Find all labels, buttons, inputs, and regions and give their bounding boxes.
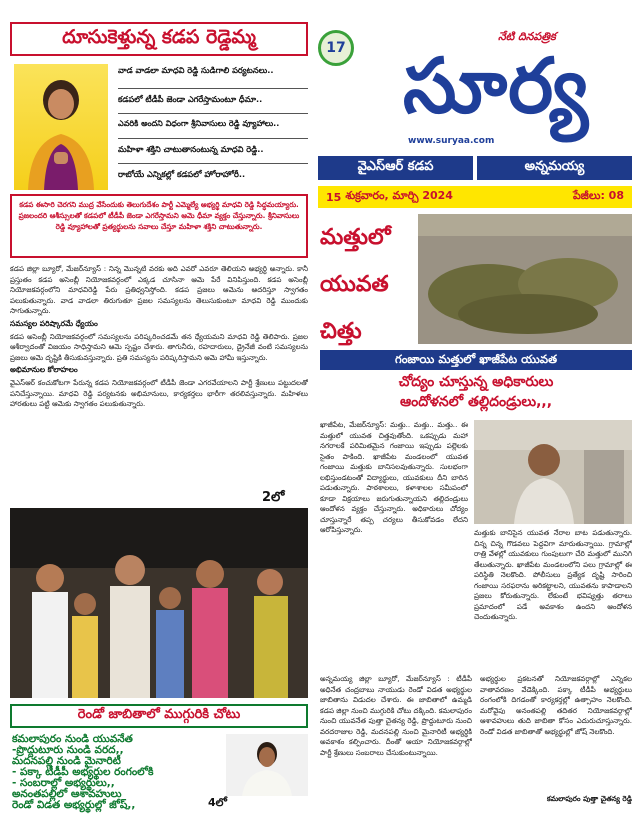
candidate-figure	[14, 64, 108, 190]
ganja-heap	[418, 214, 632, 344]
main-article-para: కడప అసెంబ్లీ నియోజకవర్గంలో సమస్యలను పరిష్కరించడమే తన ధ్యేయమని మాధవి రెడ్డి తెలిపారు. ప్రజల ఆశీర్వాదంతో విజయం సాధిస్తామని ఆమె స్పష్టం చేశారు. తాగునీరు, రహదారులు, డ్రైనేజీ వంటి సమస్యలను ప్రజలు ఆమె దృష్టికి తీసుకువస్తున్నారు. ప్రతి సమస్యను పరిష్కరిస్తామని ఆమె హామీ ఇస్తున్నారు.	[10, 331, 308, 362]
candidate-2-figure	[226, 734, 308, 796]
page-count: పేజీలు: 08	[572, 189, 624, 202]
second-list-photo-caption: కమలాపురం పుత్తా చైతన్య రెడ్డి	[546, 794, 632, 803]
masthead-website: www.suryaa.com	[408, 136, 495, 146]
second-list-text: అభ్యర్థుల ప్రకటనతో నియోజకవర్గాల్లో ఎన్నికల వాతావరణం వేడెక్కింది. పక్కా టీడీపీ అభ్యర్థులు రంగంలోకి దిగడంతో కార్యకర్తల్లో ఉత్సాహం నెలకొంది. మరోవైపు అనంతపల్లి తదితర నియోజకవర్గాల్లో ఆశావహులు తుది జాబితా కోసం ఎదురుచూస్తున్నారు. రెండో విడత జాబితాతో అభ్యర్థుల్లో జోష్ నెలకొంది.	[480, 674, 632, 736]
main-article-subhead: సమస్యల పరిష్కారమే ధ్యేయం	[10, 318, 98, 328]
second-list-bullets	[12, 734, 222, 811]
second-list-text: అన్నమయ్య జిల్లా బ్యూరో, మేజర్‌న్యూస్ : టీడీపీ అధినేత చంద్రబాబు నాయుడు రెండో విడత అభ్యర్థుల జాబితాను విడుదల చేశారు. ఈ జాబితాలో ఉమ్మడి కడప జిల్లా నుంచి ముగ్గురికి చోటు దక్కింది. కమలాపురం నుంచి యువనేత పుత్తా చైతన్య రెడ్డి, ప్రొద్దుటూరు నుంచి వరదరాజుల రెడ్డి, మదనపల్లి నుంచి మైనారిటీ అభ్యర్థికి అవకాశం కల్పించారు. దీంతో ఆయా నియోజకవర్గాల్లో పార్టీ శ్రేణులు సంబరాలు చేసుకుంటున్నాయి.	[320, 674, 472, 757]
second-list-column-1	[320, 674, 472, 804]
second-list-headline-box	[10, 704, 308, 728]
second-list-headline: రెండో జాబితాలో ముగ్గురికి చోటు	[77, 707, 241, 722]
feature-subhead-2: ఆందోళనలో తల్లిదండ్రులు,,,	[399, 394, 553, 410]
candidate-2-photo	[226, 734, 308, 796]
date-line	[318, 186, 632, 208]
lead-bullet: కడపలో టీడీపీ జెండా ఎగరేస్తామంటూ ధీమా..	[118, 89, 308, 114]
feature-text: ఖాజీపేట, మేజర్‌న్యూస్: మత్తు.. మత్తు.. మత్తు.. ఈ మత్తులో యువత చిత్తవుతోంది. ఒకప్పుడు మహా నగరాలకే పరిమితమైన గంజాయి ఇప్పుడు పల్లెలకు సైతం పాకింది. ఖాజీపేట మండలంలో యువత గంజాయి మత్తుకు బానిసలవుతున్నారు. సులభంగా లభిస్తుండటంతో విద్యార్థులు, యువకులు దీని బారిన పడుతున్నారు. పాఠశాలలు, కళాశాలల సమీపంలో కూడా విక్రయాలు జరుగుతున్నాయని తల్లిదండ్రులు ఆందోళన వ్యక్తం చేస్తున్నారు. అధికారులు చోద్యం చూస్తున్నారే తప్ప చర్యలు తీసుకోవడం లేదని ఆరోపిస్తున్నారు.	[320, 420, 468, 534]
lead-bullets	[118, 64, 308, 189]
district-right-label: అన్నమయ్య	[524, 159, 585, 174]
feature-title-line: మత్తులో	[320, 225, 391, 250]
list-bullet: - సంబరాల్లో అభ్యర్థులు,,	[12, 777, 115, 789]
feature-column-2	[474, 528, 632, 664]
summary-box	[10, 194, 308, 258]
main-headline: దూసుకెళ్తున్న కడప రెడ్డెమ్మ	[62, 25, 256, 48]
main-article-continued: 2లో	[262, 490, 285, 505]
lead-bullet: ఎవరికి అందని విధంగా శ్రీనివాసులు రెడ్డి వ్యూహాలు..	[118, 114, 308, 139]
main-headline-box	[10, 22, 308, 56]
candidate-photo	[14, 64, 108, 190]
anniversary-badge	[318, 30, 354, 66]
feature-column-1	[320, 420, 468, 664]
district-band	[318, 156, 632, 180]
district-right	[477, 156, 632, 180]
lead-bullet: మహిళా శక్తిని చాటుతానంటున్న మాధవి రెడ్డి..	[118, 139, 308, 164]
person-figure	[474, 420, 632, 524]
list-bullet: - పక్కా టీడీపీ అభ్యర్థుల రంగంలోకి	[12, 766, 154, 778]
summary-text: కడప ఈసారి చెరగని ముద్ర వేసేందుకు తెలుగుదేశం పార్టీ ఎమ్మెల్యే అభ్యర్థి మాధవి రెడ్డి సిద్ధమయ్యారు. ప్రజలందరి ఆశీస్సులతో కడపలో టీడీపీ జెండా ఎగరేస్తామని ఆమె ధీమా వ్యక్తం చేస్తున్నారు. శ్రీనివాసులు రెడ్డి వ్యూహాలతో ప్రత్యర్థులను సవాలు చేస్తూ మహిళా శక్తిని చాటుతున్నారు.	[18, 200, 300, 231]
feature-banner-text: గంజాయి మత్తులో ఖాజీపేట యువత	[394, 351, 558, 366]
second-list-continued: 4లో	[208, 796, 227, 809]
ganja-photo	[418, 214, 632, 344]
list-bullet: -ప్రొద్దుటూరు నుండి వరద,,	[12, 744, 124, 756]
feature-subhead-1: చోద్యం చూస్తున్న అధికారులు	[398, 374, 554, 390]
feature-title-box	[320, 224, 414, 346]
second-list-column-2	[480, 674, 632, 792]
feature-text: మత్తుకు బానిసైన యువత నేరాల బాట పడుతున్నారు. చిన్న చిన్న గొడవలు పెద్దవిగా మారుతున్నాయి. గ్రామాల్లో రాత్రి వేళల్లో యువకులు గుంపులుగా చేరి మత్తులో మునిగి తేలుతున్నారు. ఖాజీపేట మండలంలోని పలు గ్రామాల్లో ఈ పరిస్థితి నెలకొంది. పోలీసులు ప్రత్యేక దృష్టి సారించి గంజాయి సరఫరాను అరికట్టాలని, యువతను కాపాడాలని ప్రజలు కోరుతున్నారు. లేకుంటే భవిష్యత్తు తరాలు ప్రమాదంలో పడే అవకాశం ఉందని ఆందోళన చెందుతున్నారు.	[474, 528, 632, 621]
district-left-label: వైఎస్ఆర్ కడప	[357, 159, 434, 174]
list-bullet: అనంతపల్లిలో ఆశావహులు	[12, 788, 122, 800]
lead-bullet: రాబోయే ఎన్నికల్లో కడపలో హోరాహోరీ..	[118, 169, 246, 179]
issue-number: 15	[326, 190, 342, 204]
list-bullet: కమలాపురం నుండి యువనేత	[12, 733, 133, 745]
masthead	[318, 22, 632, 150]
list-bullet: మదనపల్లి నుండి మైనారిటీ	[12, 755, 121, 767]
anniversary-number: 17	[326, 40, 346, 56]
list-bullet: రెండో విడత అభ్యర్థుల్లో జోష్,,	[12, 799, 136, 811]
feature-banner	[320, 350, 632, 370]
masthead-title: సూర్య	[403, 41, 589, 130]
rally-photo	[10, 508, 308, 698]
issue-date: శుక్రవారం, మార్చి 2024	[345, 189, 453, 202]
masthead-tagline: నేటి దినపత్రిక	[498, 30, 556, 43]
district-left	[318, 156, 473, 180]
main-article-para: వైఎస్ఆర్ కంచుకోటగా పేరున్న కడప నియోజకవర్గంలో టీడీపీ జెండా ఎగరవేయాలని పార్టీ శ్రేణులు పట్టుదలతో పనిచేస్తున్నాయి. మాధవి రెడ్డి పర్యటనకు అభిమానులు, కార్యకర్తలు భారీగా తరలివస్తున్నారు. మహిళలు హారతులు పట్టి ఆమెకు స్వాగతం పలుకుతున్నారు.	[10, 378, 308, 408]
lead-bullet: వాడ వాడలా మాధవి రెడ్డి సుడిగాలి పర్యటనలు..	[118, 64, 308, 89]
main-article-para: కడప జిల్లా బ్యూరో, మేజర్‌న్యూస్ : నిన్న మొన్నటి వరకు అది ఎవరో ఎవరూ తెలియని అభ్యర్థి అన్నారు. కానీ ప్రస్తుతం కడప అసెంబ్లీ నియోజకవర్గంలో ఎక్కడ చూసినా ఆమె పేరే వినిపిస్తుంది. కడప అసెంబ్లీ నియోజకవర్గంలోని మాధవిరెడ్డి పేరు ప్రతిధ్వనిస్తోంది. కడప ప్రజలు ఆమెను ఆదరిస్తూ స్వాగతం పలుకుతున్నారు. వాడ వాడలా తిరుగుతూ ప్రజల సమస్యలను తెలుసుకుంటూ మాధవి రెడ్డి ముందుకు సాగుతున్నారు.	[10, 264, 308, 315]
rally-crowd	[10, 508, 308, 698]
feature-title-line: చిత్తు	[320, 319, 362, 344]
person-photo	[474, 420, 632, 524]
main-article-subhead: అభిమానుల కోలాహలం	[10, 365, 78, 374]
feature-title-line: యువత	[320, 272, 389, 297]
main-article	[10, 264, 308, 504]
